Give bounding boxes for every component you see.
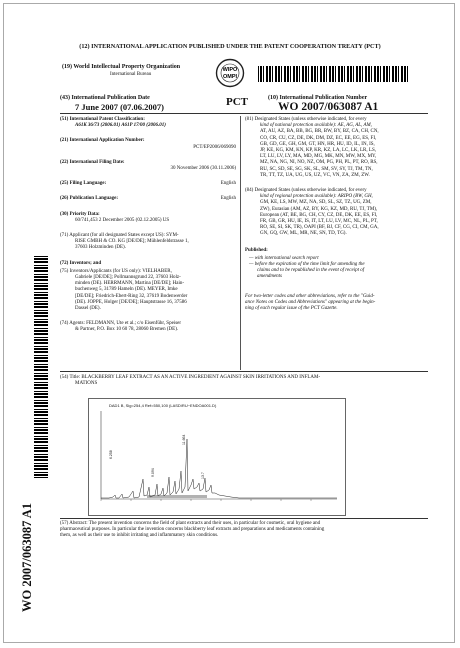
wipo-logo — [215, 58, 245, 88]
inventor-line: Dassel (DE). — [75, 306, 101, 312]
svg-text:WIPO: WIPO — [222, 67, 238, 73]
inventor-line: (75) Inventors/Applicants (for US only): VIELHABER, — [60, 268, 172, 274]
abstract-line: (57) Abstract: The present invention concerns the field of plant extracts and their uses, in particular for cosmetic, oral hygiene and — [60, 521, 321, 526]
regional-line: RO, SE, SI, SK, TR), OAPI (BF, BJ, CF, CG, CI, CM, GA, — [260, 225, 379, 231]
right-column — [245, 117, 430, 312]
side-publication-number: WO 2007/063087 A1 — [20, 502, 34, 612]
regional-line: ZW), Eurasian (AM, AZ, BY, KG, KZ, MD, RU, TJ, TM), — [260, 206, 378, 212]
agent-line: (74) Agents: FELDMANN, Ute et al.; c/o Eisenführ, Speiser — [60, 321, 182, 327]
invention-title-line: (54) Title: BLACKBERRY LEAF EXTRACT AS AN ACTIVE INGREDIENT AGAINST SKIN IRRITATIONS AND INFLAM- — [60, 375, 321, 380]
chromatogram-plot — [89, 399, 345, 515]
regional-line: kind of regional protection available): ARIPO (BW, GH, — [260, 194, 373, 200]
left-column — [60, 117, 236, 334]
regional-line: European (AT, BE, BG, CH, CY, CZ, DE, DK, EE, ES, FI, — [260, 212, 378, 218]
designated-line: TR, TT, TZ, UA, UG, US, UZ, VC, VN, ZA, ZM, ZW. — [260, 172, 370, 178]
published-item: amendments — [257, 274, 282, 280]
peak-label: 11.664 — [182, 434, 186, 445]
title-section — [60, 375, 430, 387]
published-item: — before the expiration of the time limit for amending the — [249, 262, 365, 268]
publication-language-label: (26) Publication Language: — [60, 196, 119, 202]
abstract-section — [60, 521, 432, 540]
abstract-line: pharmaceutical purposes. In particular the invention concerns blackberry leaf extracts and preparations and medicaments containing — [60, 527, 325, 533]
priority-data-value: 60/741,453 2 December 2005 (02.12.2005) US — [75, 217, 170, 223]
codes-note-line: ance Notes on Codes and Abbreviations" appearing at the begin- — [245, 299, 376, 305]
pct-mark: PCT — [226, 96, 248, 108]
publication-date: 7 June 2007 (07.06.2007) — [75, 102, 165, 112]
inventor-line: [DE/DE]; Friedrich-Ebert-Ring 32, 37619 Bodenwerder — [75, 293, 188, 299]
applicant-line: 37603 Holzminden (DE). — [75, 245, 126, 251]
classification-value: A61K 36/73 (2006.01) A61P 17/00 (2006.01) — [75, 123, 166, 129]
inventors-label: (72) Inventors; and — [60, 260, 102, 266]
designated-regional-block — [245, 188, 430, 238]
designated-line: AT, AU, AZ, BA, BB, BG, BR, BW, BY, BZ, CA, CH, CN, — [260, 129, 379, 135]
side-barcode — [34, 256, 48, 478]
regional-line: (84) Designated States (unless otherwise indicated, for every — [245, 188, 367, 194]
document-type-heading: (12) INTERNATIONAL APPLICATION PUBLISHED UNDER THE PATENT COOPERATION TREATY (PCT) — [79, 43, 381, 50]
priority-data-label: (30) Priority Data: — [60, 211, 100, 217]
peak-label: 13.7 — [201, 472, 205, 479]
publication-language-row — [60, 196, 236, 202]
applicant-line: RISE GMBH & CO. KG [DE/DE]; Mühlenfeldstrasse 1, — [75, 239, 189, 245]
publication-date-label: (43) International Publication Date — [60, 95, 150, 101]
inventor-line: (DE). JOPPE, Holger [DE/DE]; Hauptstrasse 16, 37586 — [75, 299, 187, 305]
organization-name: (19) World Intellectual Property Organization — [62, 64, 181, 70]
published-item: claims and to be republished in the event of receipt of — [257, 268, 365, 274]
designated-line: LT, LU, LV, LY, MA, MD, MG, MK, MN, MW, MX, MY, — [260, 154, 377, 160]
agents-block — [60, 321, 236, 333]
inventor-line: buchenweg 5, 31789 Hameln (DE). MEYER, Imke — [75, 287, 178, 293]
publication-number: WO 2007/063087 A1 — [278, 101, 379, 113]
chromatogram-figure — [88, 398, 346, 516]
peak-label: 9.094 — [151, 468, 155, 477]
published-item: — with international search report — [249, 255, 319, 261]
designated-line: MZ, NA, NG, NI, NO, NZ, OM, PG, PH, PL, PT, RO, RS, — [260, 160, 378, 166]
applicant-block — [60, 233, 236, 252]
published-items — [245, 256, 430, 281]
applicant-line: (71) Applicant (for all designated States except US): SYM- — [60, 233, 179, 239]
filing-language-label: (25) Filing Language: — [60, 181, 107, 187]
classification-label: (51) International Patent Classification: — [60, 117, 145, 122]
column-divider — [240, 116, 241, 370]
designated-line: kind of national protection available): AE, AG, AL, AM, — [260, 123, 372, 129]
filing-date-value: 30 November 2006 (30.11.2006) — [170, 166, 236, 172]
designated-national-block — [245, 117, 430, 179]
agent-line: & Partner, P.O. Box 10 60 78, 28060 Bremen (DE). — [75, 327, 179, 333]
regional-line: FR, GB, GR, HU, IE, IS, IT, LT, LU, LV, MC, NL, PL, PT, — [260, 219, 378, 225]
filing-language-value: English — [220, 181, 236, 187]
regional-line: GM, KE, LS, MW, MZ, NA, SD, SL, SZ, TZ, UG, ZM, — [260, 200, 372, 206]
publication-number-label: (10) International Publication Number — [268, 95, 368, 101]
codes-note-line: For two-letter codes and other abbreviations, refer to the "Guid- — [245, 293, 375, 299]
header-barcode — [258, 66, 408, 82]
application-number-label: (21) International Application Number: — [60, 138, 145, 144]
codes-note — [245, 294, 430, 313]
svg-text:OMPI: OMPI — [222, 74, 238, 80]
invention-title-line: MATIONS — [75, 381, 98, 387]
published-label: Published: — [245, 247, 268, 253]
regional-line: GN, GQ, GW, ML, MR, NE, SN, TD, TG). — [260, 231, 347, 237]
header-divider — [60, 113, 428, 114]
publication-language-value: English — [220, 196, 236, 202]
application-number-value: PCT/EP2006/069090 — [193, 144, 236, 150]
designated-line: (81) Designated States (unless otherwise indicated, for every — [245, 117, 367, 122]
designated-line: CO, CR, CU, CZ, DE, DK, DM, DZ, EC, EE, EG, ES, FI, — [260, 135, 377, 141]
abstract-line: them, as well as their use to inhibit irritating and inflammatory skin conditions. — [60, 533, 219, 539]
filing-date-label: (22) International Filing Date: — [60, 159, 125, 165]
inventor-line: minden (DE). HERRMANN, Martina [DE/DE]; Hain- — [75, 281, 185, 287]
organization-subtitle: International Bureau — [110, 72, 152, 77]
designated-line: GB, GD, GE, GH, GM, GT, HN, HR, HU, ID, IL, IN, IS, — [260, 141, 375, 147]
designated-line: RU, SC, SD, SE, SG, SK, SL, SM, SV, SY, TJ, TM, TN, — [260, 166, 373, 172]
figure-header-text: DAD1 B, Sig=254,4 Ref=550,100 (LASD\RU~ENDOA001.D) — [109, 403, 217, 408]
abstract-divider — [60, 518, 428, 519]
title-divider — [60, 371, 428, 372]
peak-label: 6.258 — [109, 450, 113, 459]
inventor-line: Gabriele [DE/DE]; Pollmannsgrund 22, 37603 Holz- — [75, 275, 181, 281]
designated-line: JP, KE, KG, KM, KN, KP, KR, KZ, LA, LC, LK, LR, LS, — [260, 148, 376, 154]
codes-note-line: ning of each regular issue of the PCT Gazette. — [245, 306, 338, 312]
filing-language-row — [60, 181, 236, 187]
inventors-applicants-block — [60, 269, 236, 312]
